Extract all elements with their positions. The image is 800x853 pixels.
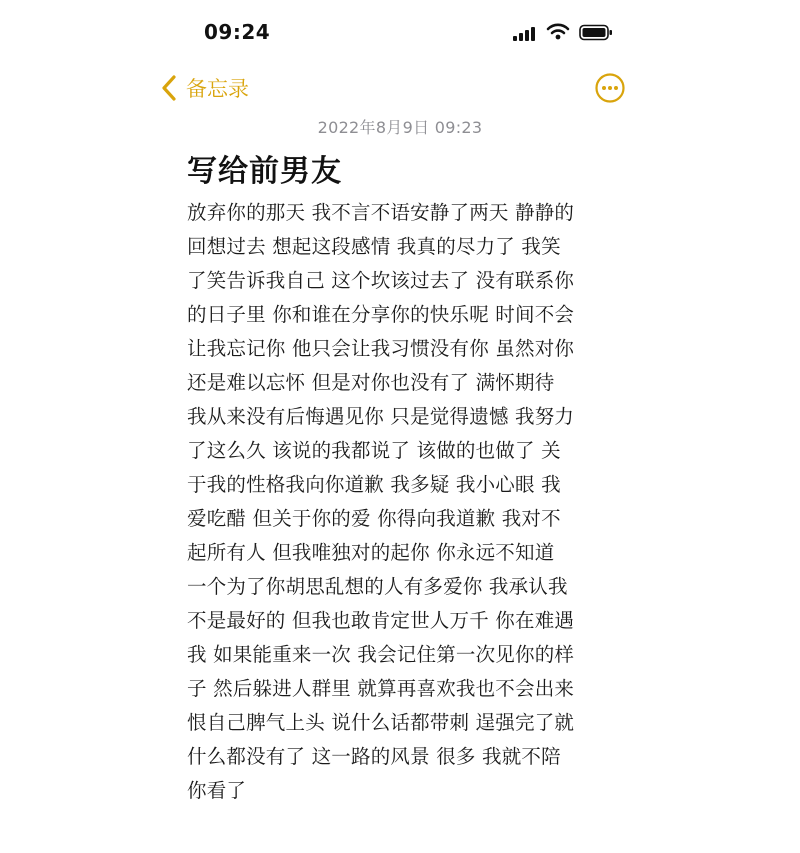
note-line: 起所有人 但我唯独对的起你 你永远不知道	[187, 541, 555, 564]
note-line: 了这么久 该说的我都说了 该做的也做了 关	[187, 439, 561, 462]
cellular-signal-icon	[513, 27, 539, 41]
back-button-label: 备忘录	[186, 77, 249, 101]
note-line: 子 然后躲进人群里 就算再喜欢我也不会出来	[187, 677, 575, 700]
note-line: 放弃你的那天 我不言不语安静了两天 静静的	[187, 201, 575, 224]
status-bar	[0, 0, 800, 62]
note-title[interactable]: 写给前男友	[187, 154, 342, 189]
note-line: 于我的性格我向你道歉 我多疑 我小心眼 我	[187, 473, 561, 496]
note-line: 你看了	[187, 779, 247, 802]
battery-icon	[579, 24, 613, 41]
back-button[interactable]	[160, 70, 249, 106]
note-line: 我从来没有后悔遇见你 只是觉得遗憾 我努力	[187, 405, 575, 428]
chevron-left-icon	[160, 74, 178, 102]
status-time: 09:24	[204, 20, 271, 44]
wifi-icon	[546, 22, 570, 40]
note-line: 让我忘记你 他只会让我习惯没有你 虽然对你	[187, 337, 575, 360]
ellipsis-circle-icon[interactable]	[594, 72, 626, 104]
note-line: 的日子里 你和谁在分享你的快乐呢 时间不会	[187, 303, 575, 326]
note-line: 恨自己脾气上头 说什么话都带刺 逞强完了就	[187, 711, 575, 734]
note-line: 了笑告诉我自己 这个坎该过去了 没有联系你	[187, 269, 575, 292]
note-line: 一个为了你胡思乱想的人有多爱你 我承认我	[187, 575, 568, 598]
note-line: 还是难以忘怀 但是对你也没有了 满怀期待	[187, 371, 555, 394]
note-line: 不是最好的 但我也敢肯定世人万千 你在难遇	[187, 609, 575, 632]
nav-bar	[0, 62, 800, 114]
note-line: 回想过去 想起这段感情 我真的尽力了 我笑	[187, 235, 561, 258]
note-line: 我 如果能重来一次 我会记住第一次见你的样	[187, 643, 575, 666]
note-line: 爱吃醋 但关于你的爱 你得向我道歉 我对不	[187, 507, 561, 530]
note-date: 2022年8月9日 09:23	[317, 118, 483, 137]
note-line: 什么都没有了 这一路的风景 很多 我就不陪	[187, 745, 561, 768]
note-body[interactable]	[187, 196, 627, 808]
